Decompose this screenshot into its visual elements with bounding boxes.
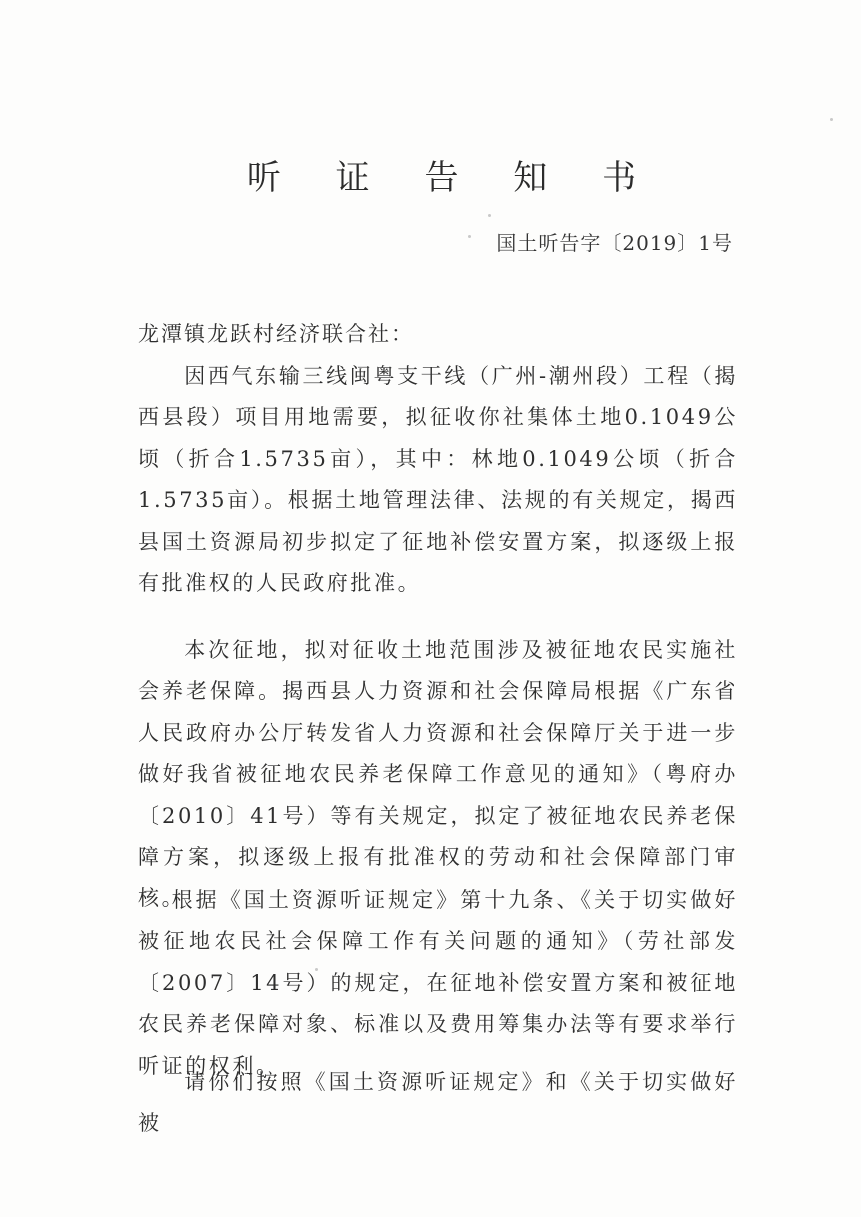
scan-speck xyxy=(830,118,833,121)
paragraph-4: 请你们按照《国土资源听证规定》和《关于切实做好被 xyxy=(138,1070,738,1136)
paragraph-block xyxy=(138,630,738,920)
paragraph-1: 因西气东输三线闽粤支干线（广州-潮州段）工程（揭西县段）项目用地需要，拟征收你社集体土地0.1049公顷（折合1.5735亩），其中：林地0.1049公顷（折合1.5735亩）。根据土地管理法律、法规的有关规定，揭西县国土资源局初步拟定了征地补偿安置方案，拟逐级上报有批准权的人民政府批准。 xyxy=(138,364,738,596)
paragraph-block xyxy=(138,880,738,1087)
paragraph-block xyxy=(138,356,738,604)
scan-speck xyxy=(468,235,471,238)
document-number: 国土听告字〔2019〕1号 xyxy=(496,231,733,255)
scan-speck xyxy=(488,214,491,217)
paragraph-2: 本次征地，拟对征收土地范围涉及被征地农民实施社会养老保障。揭西县人力资源和社会保障局根据《广东省人民政府办公厅转发省人力资源和社会保障厅关于进一步做好我省被征地农民养老保障工作意见的通知》（粤府办〔2010〕41号）等有关规定，拟定了被征地农民养老保障方案，拟逐级上报有批准权的劳动和社会保障部门审核。 xyxy=(138,638,738,911)
document-title: 听 证 告 知 书 xyxy=(246,158,659,198)
recipient-line: 龙潭镇龙跃村经济联合社： xyxy=(138,322,414,346)
paragraph-3: 根据《国土资源听证规定》第十九条、《关于切实做好被征地农民社会保障工作有关问题的通知》（劳社部发〔2007〕14号）的规定，在征地补偿安置方案和被征地农民养老保障对象、标准以及费用筹集办法等有要求举行听证的权利。 xyxy=(138,888,738,1078)
paragraph-block xyxy=(138,1062,738,1145)
scan-speck xyxy=(315,968,318,971)
